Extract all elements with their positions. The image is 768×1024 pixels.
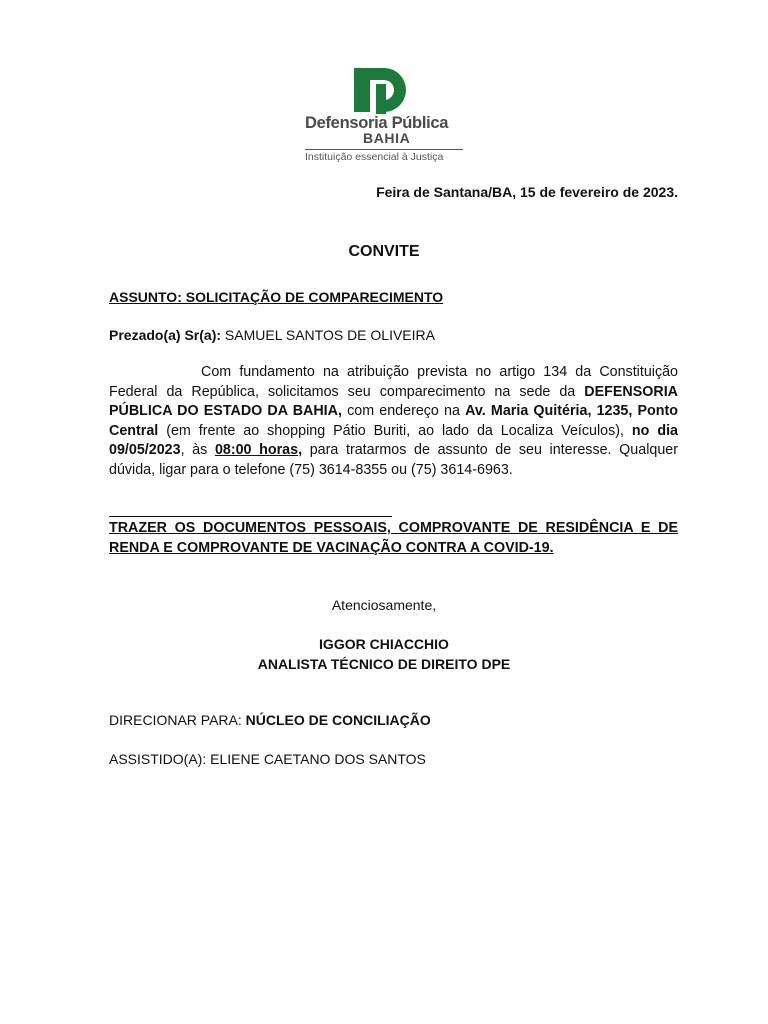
document-title: CONVITE: [348, 243, 420, 260]
appointment-time: 08:00 horas: [214, 442, 299, 459]
logo-divider: [305, 149, 463, 150]
signature-block: [0, 634, 768, 674]
body-text-4: , às: [180, 442, 215, 459]
signer-title: ANALISTA TÉCNICO DE DIREITO DPE: [257, 656, 511, 672]
defensoria-logo-mark: [354, 68, 410, 114]
documents-notice: TRAZER OS DOCUMENTOS PESSOAIS, COMPROVANTE DE RESIDÊNCIA E DE RENDA E COMPROVANTE DE VACINAÇÃO CONTRA A COVID-19.: [109, 520, 678, 556]
institution-name: DEFENSORIA PÚBLICA DO ESTADO DA BAHIA,: [109, 383, 678, 420]
closing: Atenciosamente,: [331, 597, 437, 613]
direct-to-label: DIRECIONAR PARA:: [109, 712, 242, 728]
subject-line: ASSUNTO: SOLICITAÇÃO DE COMPARECIMENTO: [109, 289, 444, 305]
logo-title: Defensoria Pública: [305, 114, 449, 132]
separator-line: [109, 516, 392, 517]
logo-tagline: Instituição essencial à Justiça: [305, 151, 444, 163]
logo-state: BAHIA: [363, 130, 411, 146]
assisted-person: ASSISTIDO(A): ELIENE CAETANO DOS SANTOS: [109, 751, 426, 767]
salutation-label: Prezado(a) Sr(a):: [109, 327, 222, 343]
body-text-3: (em frente ao shopping Pátio Buriti, ao lado da Localiza Veículos),: [158, 422, 632, 439]
body-text-2: com endereço na: [341, 403, 466, 420]
body-paragraph: [109, 363, 678, 481]
date-line: Feira de Santana/BA, 15 de fevereiro de 2023.: [376, 184, 678, 200]
body-text-5: para tratarmos de assunto de seu interesse. Qualquer dúvida, ligar para o telefone (75) 3614-8355 ou (75) 3614-6963.: [109, 442, 678, 478]
salutation: [109, 327, 435, 343]
recipient-name: SAMUEL SANTOS DE OLIVEIRA: [224, 327, 435, 343]
direct-to-value: NÚCLEO DE CONCILIAÇÃO: [245, 712, 431, 728]
signer-name: IGGOR CHIACCHIO: [319, 636, 449, 652]
body-text-1: Com fundamento na atribuição prevista no artigo 134 da Constituição Federal da República, solicitamos seu comparecimento na sede da: [109, 364, 678, 400]
appointment-date: no dia 09/05/2023: [109, 422, 678, 459]
direct-to: [109, 712, 431, 728]
time-comma: ,: [298, 442, 303, 459]
address: Av. Maria Quitéria, 1235, Ponto Central: [109, 403, 678, 439]
defensoria-logo: [300, 66, 470, 166]
